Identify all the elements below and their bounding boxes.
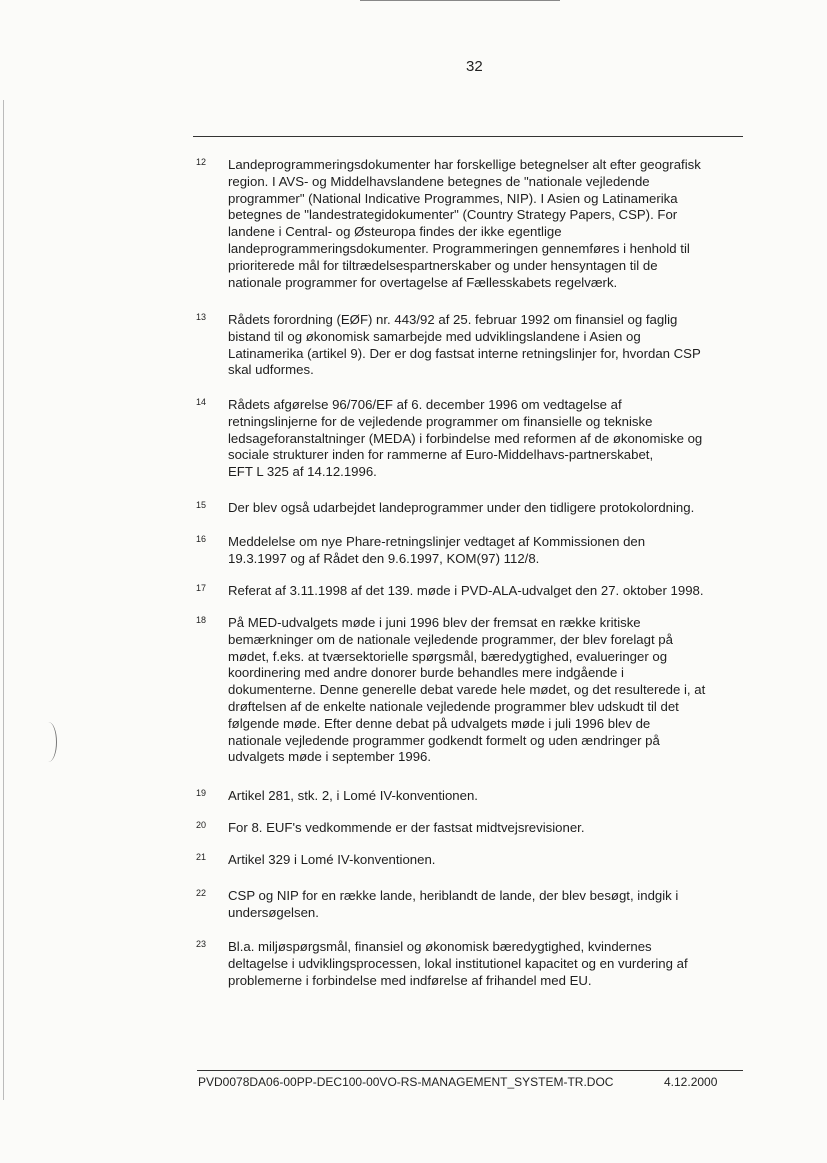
footnote-text: [228, 939, 738, 989]
footnote-line: programmer" (National Indicative Programmes, NIP). I Asien og Latinamerika: [228, 190, 678, 206]
footnote-line: Referat af 3.11.1998 af det 139. møde i PVD-ALA-udvalget den 27. oktober 1998.: [228, 583, 704, 598]
footnote-line: Landeprogrammeringsdokumenter har forskellige betegnelser alt efter geografisk: [228, 157, 701, 172]
footnote-line: landene i Central- og Østeuropa findes der ikke egentlige: [228, 224, 562, 240]
footnote-text: [228, 157, 738, 291]
footnote-line: betegnes de "landestrategidokumenter" (Country Strategy Papers, CSP). For: [228, 207, 678, 223]
footnote-line: bemærkninger om de nationale vejledende programmer, der blev forelagt på: [228, 631, 673, 647]
footnote-line: mødet, f.eks. at tværsektorielle spørgsmål, bæredygtighed, evalueringer og: [228, 648, 668, 664]
footnote-text: [228, 500, 738, 517]
footnote-number: 21: [196, 852, 207, 862]
footnote-line: For 8. EUF's vedkommende er der fastsat midtvejsrevisioner.: [228, 820, 585, 835]
footnote-line: deltagelse i udviklingsprocessen, lokal institutionel kapacitet og en vurdering af: [228, 955, 688, 971]
footnote-line: bistand til og økonomisk samarbejde med udviklingslandene i Asien og: [228, 328, 641, 344]
footnote-number: 15: [196, 500, 207, 510]
footnote-line: koordinering med andre donorer burde behandles mere indgående i: [228, 665, 624, 681]
footnote-line: Rådets afgørelse 96/706/EF af 6. december 1996 om vedtagelse af: [228, 397, 622, 412]
footnote-line: dokumenterne. Denne generelle debat varede hele mødet, og det resulterede i, at: [228, 682, 706, 698]
footnote-text: [228, 615, 738, 766]
footnote-line: Artikel 281, stk. 2, i Lomé IV-konventionen.: [228, 788, 478, 803]
footnote-line: prioriterede mål for tiltrædelsespartnerskaber og under hensyntagen til de: [228, 257, 658, 273]
footnote-line: sociale strukturer inden for rammerne af Euro-Middelhavs-partnerskabet,: [228, 447, 654, 463]
footnote-number: 22: [196, 888, 207, 898]
footnote-text: [228, 312, 738, 379]
footnote-line: udvalgets møde i september 1996.: [228, 749, 432, 765]
footnote-number: 23: [196, 939, 207, 949]
footer-rule: [197, 1070, 743, 1071]
footnote-line: 19.3.1997 og af Rådet den 9.6.1997, KOM(97) 112/8.: [228, 550, 540, 566]
footnote-line: Der blev også udarbejdet landeprogrammer under den tidligere protokolordning.: [228, 500, 695, 515]
footnote-line: følgende møde. Efter denne debat på udvalgets møde i juli 1996 blev de: [228, 715, 651, 731]
footnote-line: skal udformes.: [228, 362, 314, 378]
footnote-text: [228, 788, 738, 805]
footnote-line: region. I AVS- og Middelhavslandene betegnes de "nationale vejledende: [228, 173, 650, 189]
footer-filename: PVD0078DA06-00PP-DEC100-00VO-RS-MANAGEMENT_SYSTEM-TR.DOC: [198, 1075, 614, 1089]
footnote-text: [228, 583, 738, 600]
footnote-text: [228, 852, 738, 869]
footnote-line: problemerne i forbindelse med indførelse af frihandel med EU.: [228, 972, 592, 988]
footnote-number: 16: [196, 534, 207, 544]
footnote-text: [228, 820, 738, 837]
scan-edge-line: [3, 100, 4, 1100]
footnote-number: 20: [196, 820, 207, 830]
footnote-line: EFT L 325 af 14.12.1996.: [228, 464, 377, 480]
footnote-line: retningslinjerne for de vejledende programmer om finansielle og tekniske: [228, 413, 653, 429]
footnote-number: 17: [196, 583, 207, 593]
scan-mark: [360, 0, 560, 1]
footnote-text: [228, 397, 738, 481]
footnote-line: landeprogrammeringsdokumenter. Programmeringen gennemføres i henhold til: [228, 240, 690, 256]
scan-hole-mark: [40, 722, 57, 762]
footnote-number: 19: [196, 788, 207, 798]
footnote-line: ledsageforanstaltninger (MEDA) i forbindelse med reformen af de økonomiske og: [228, 430, 703, 446]
footnote-line: Latinamerika (artikel 9). Der er dog fastsat interne retningslinjer for, hvordan CSP: [228, 345, 701, 361]
footnote-line: Artikel 329 i Lomé IV-konventionen.: [228, 852, 436, 867]
footnote-line: CSP og NIP for en række lande, heriblandt de lande, der blev besøgt, indgik i: [228, 888, 679, 903]
footnote-line: Meddelelse om nye Phare-retningslinjer vedtaget af Kommissionen den: [228, 534, 646, 549]
page-number: 32: [466, 58, 483, 75]
footnote-text: [228, 888, 738, 922]
footnote-number: 14: [196, 397, 207, 407]
footnote-line: nationale vejledende programmer godkendt formelt og uden ændringer på: [228, 732, 660, 748]
footnote-number: 13: [196, 312, 207, 322]
footnote-number: 12: [196, 157, 207, 167]
footnote-line: Rådets forordning (EØF) nr. 443/92 af 25. februar 1992 om finansiel og faglig: [228, 312, 678, 327]
footnote-line: Bl.a. miljøspørgsmål, finansiel og økonomisk bæredygtighed, kvindernes: [228, 939, 652, 954]
footnote-line: På MED-udvalgets møde i juni 1996 blev der fremsat en række kritiske: [228, 615, 641, 630]
footnote-line: drøftelsen af de enkelte nationale vejledende programmer blev udskudt til det: [228, 698, 679, 714]
footnote-separator-rule: [193, 136, 743, 137]
footnote-number: 18: [196, 615, 207, 625]
footnote-line: nationale programmer for overtagelse af Fællesskabets regelværk.: [228, 274, 618, 290]
footnote-text: [228, 534, 738, 568]
footer-date: 4.12.2000: [664, 1075, 718, 1089]
footnote-line: undersøgelsen.: [228, 904, 319, 920]
